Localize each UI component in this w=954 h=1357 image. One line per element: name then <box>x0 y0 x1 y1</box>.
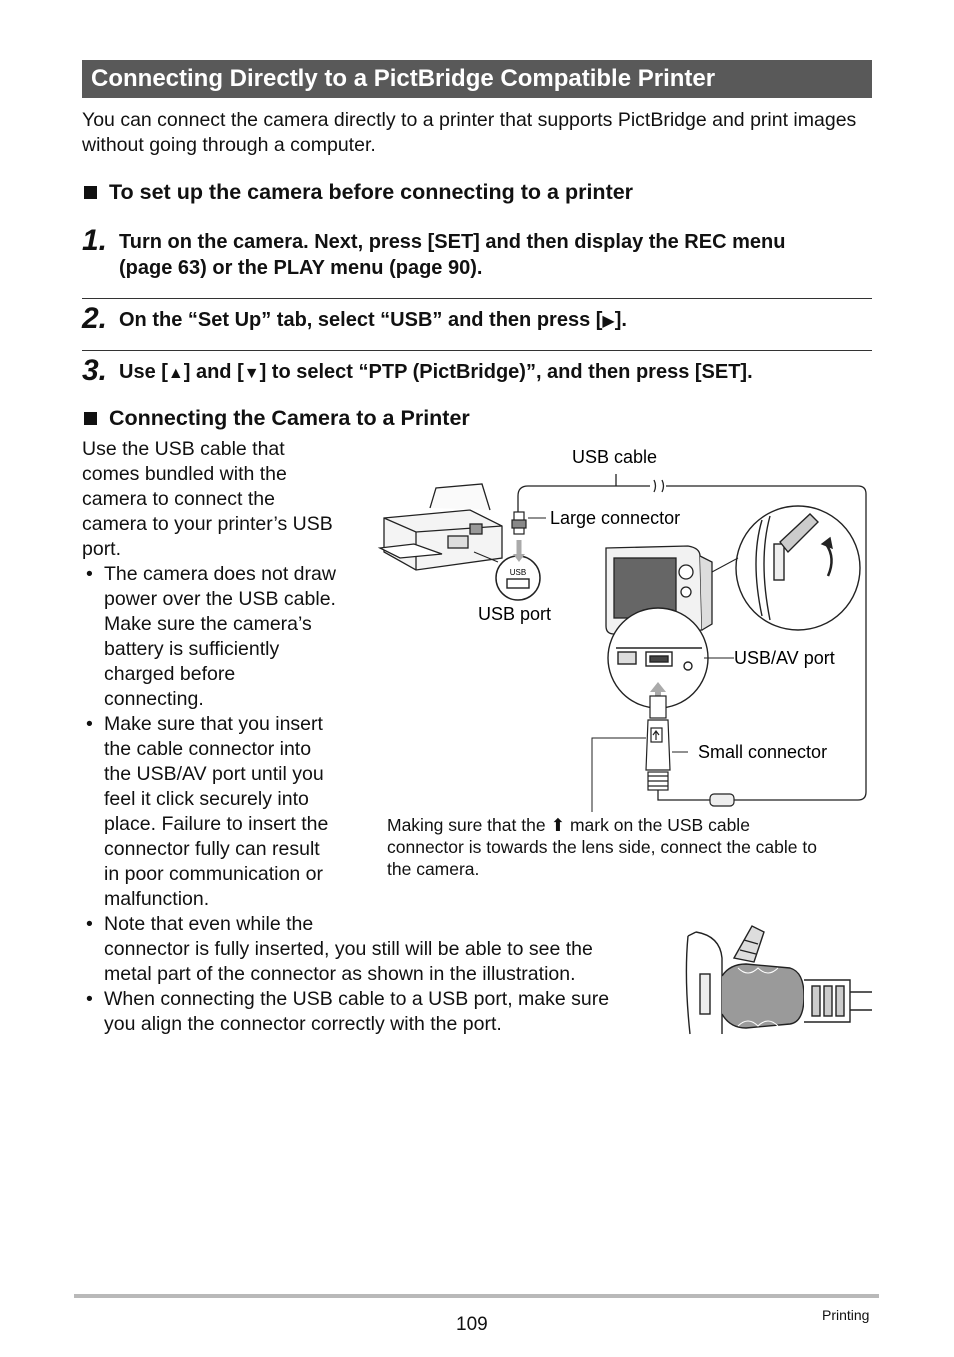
usb-cable-label: USB cable <box>572 447 658 467</box>
note-line: • When connecting the USB cable to a USB port, make sure <box>104 988 610 1010</box>
note-line: • Note that even while the <box>104 913 314 935</box>
note-line: • Make sure that you insert <box>104 713 323 735</box>
caption-line-1 <box>387 814 877 836</box>
note-line: connector fully can result <box>104 838 320 860</box>
page-number: 109 <box>456 1314 488 1335</box>
step-3-text-c: ] to select “PTP (PictBridge)”, and then press [SET]. <box>259 361 753 383</box>
small-connector-label: Small connector <box>698 742 828 762</box>
connection-diagram <box>370 440 880 820</box>
step-3-text-a: Use [ <box>119 361 168 383</box>
note-line: place. Failure to insert the <box>104 813 329 835</box>
square-bullet-icon <box>84 186 97 199</box>
caption-line-2: connector is towards the lens side, connect the cable to <box>387 837 817 857</box>
note-item <box>82 712 372 912</box>
note-line: connecting. <box>104 688 204 710</box>
section-name: Printing <box>822 1307 870 1323</box>
right-arrow-icon: ▶ <box>602 313 615 330</box>
setup-heading <box>84 180 633 205</box>
step-divider <box>82 350 872 351</box>
connect-heading <box>84 406 470 431</box>
large-connector-label: Large connector <box>550 508 681 528</box>
note-line: in poor communication or <box>104 863 323 885</box>
step-2-text <box>119 307 627 335</box>
body-line: camera to connect the <box>82 488 275 510</box>
caption-line-3: the camera. <box>387 859 480 879</box>
usb-av-port-label: USB/AV port <box>734 648 835 668</box>
step-1-text <box>119 229 879 281</box>
usb-port-label: USB port <box>478 604 552 624</box>
intro-paragraph: You can connect the camera directly to a printer that supports PictBridge and print images without going through a computer. <box>82 109 857 156</box>
up-arrow-mark-icon: ⬆ <box>550 815 566 835</box>
footer-divider <box>74 1294 879 1298</box>
page-title: Connecting Directly to a PictBridge Compatible Printer <box>82 60 872 98</box>
step-2-text-b: ]. <box>614 309 627 331</box>
note-item <box>82 912 593 987</box>
caption-text-b: mark on the USB cable <box>569 815 750 835</box>
step-1-line-2: (page 63) or the PLAY menu (page 90). <box>119 257 483 279</box>
step-1-number: 1. <box>82 224 108 257</box>
diagram-caption <box>387 814 877 880</box>
step-3-text <box>119 359 753 387</box>
up-arrow-icon: ▲ <box>167 365 184 382</box>
usb-av-port-zoom-illustration <box>608 608 734 708</box>
note-line: • The camera does not draw <box>104 563 336 585</box>
inserted-connector-illustration <box>682 918 874 1038</box>
note-line: power over the USB cable. <box>104 588 336 610</box>
note-line: feel it click securely into <box>104 788 309 810</box>
note-line: you align the connector correctly with the port. <box>104 1013 502 1035</box>
note-line: metal part of the connector as shown in the illustration. <box>104 963 576 985</box>
note-item <box>82 987 610 1037</box>
step-1-line-1: Turn on the camera. Next, press [SET] and then display the REC menu <box>119 231 786 253</box>
usb-mark-text: USB <box>509 568 527 577</box>
step-2-number: 2. <box>82 302 108 335</box>
note-line: Make sure the camera’s <box>104 613 312 635</box>
step-2-text-a: On the “Set Up” tab, select “USB” and then press [ <box>119 309 603 331</box>
down-arrow-icon: ▼ <box>243 365 260 382</box>
step-3-text-b: ] and [ <box>183 361 244 383</box>
camera-side-zoom-illustration <box>712 506 860 630</box>
note-line: the USB/AV port until you <box>104 763 324 785</box>
note-line: malfunction. <box>104 888 210 910</box>
body-line: camera to your printer’s USB <box>82 513 333 535</box>
caption-text-a: Making sure that the <box>387 815 546 835</box>
body-line: Use the USB cable that <box>82 438 285 460</box>
note-line: battery is sufficiently <box>104 638 280 660</box>
printer-illustration <box>380 484 502 570</box>
usb-port-icon <box>496 556 540 600</box>
large-connector-icon <box>512 512 526 562</box>
body-line: comes bundled with the <box>82 463 287 485</box>
square-bullet-icon <box>84 412 97 425</box>
connect-heading-text: Connecting the Camera to a Printer <box>109 406 470 430</box>
note-line: charged before <box>104 663 236 685</box>
body-line: port. <box>82 538 122 560</box>
note-line: connector is fully inserted, you still will be able to see the <box>104 938 593 960</box>
note-line: the cable connector into <box>104 738 312 760</box>
step-3-number: 3. <box>82 354 108 387</box>
note-item <box>82 562 372 712</box>
setup-heading-text: To set up the camera before connecting to a printer <box>109 180 634 204</box>
step-divider <box>82 298 872 299</box>
